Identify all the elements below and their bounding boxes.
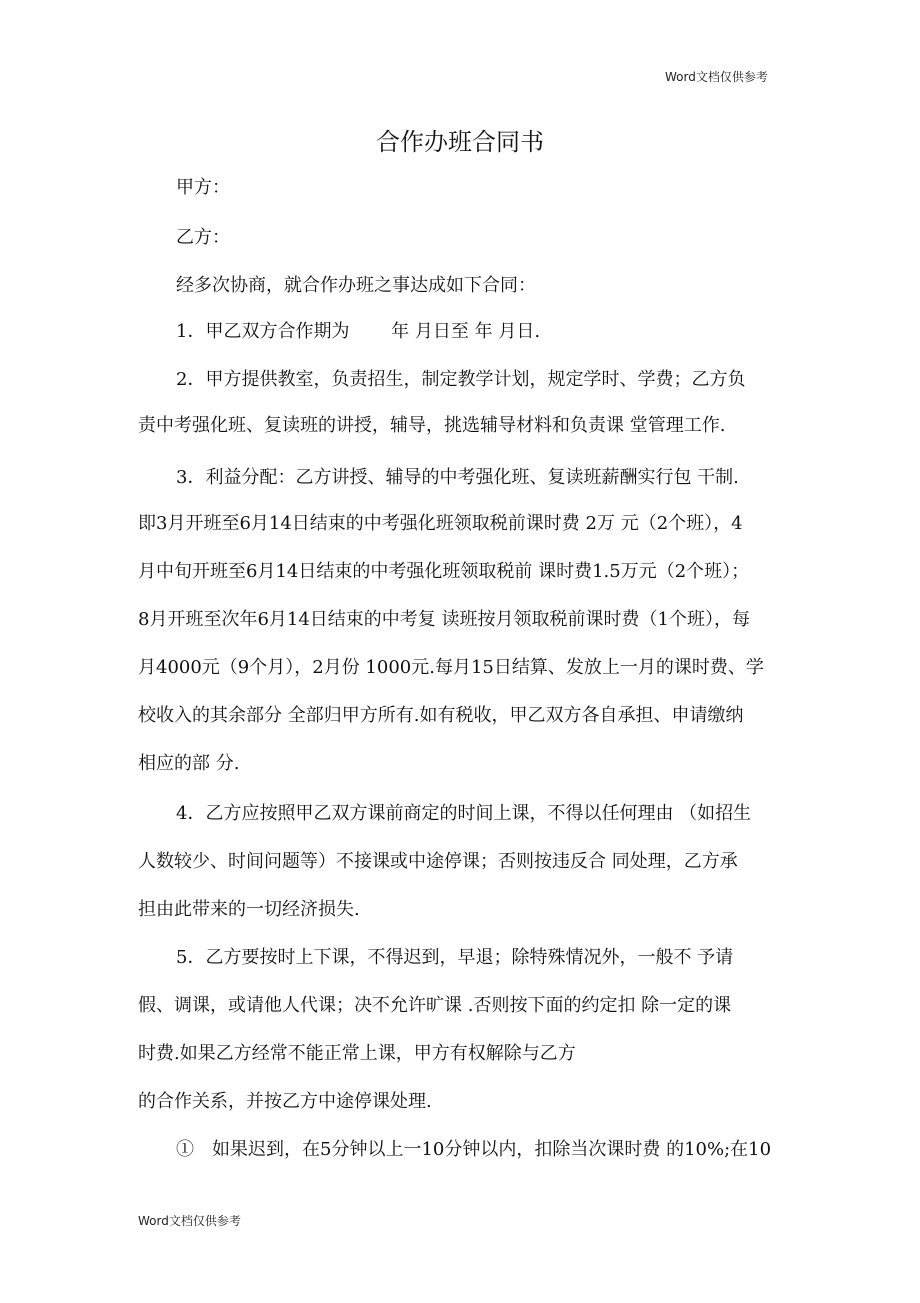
clause-3-line: 月中旬开班至6月14日结束的中考强化班领取税前 课时费1.5万元（2个班）；	[138, 561, 750, 582]
page-header-note: Word文档仅供参考	[665, 70, 768, 84]
clause-5-line: 5．乙方要按时上下课，不得迟到，早退；除特殊情况外，一般不 予请	[176, 947, 734, 968]
clause-1-line: 1．甲乙双方合作期为 年 月日至 年 月日.	[176, 321, 541, 342]
clause-4-line: 4．乙方应按照甲乙双方课前商定的时间上课，不得以任何理由 （如招生	[176, 803, 752, 824]
clause-5-line: 的合作关系，并按乙方中途停课处理.	[138, 1091, 432, 1112]
preamble-line: 经多次协商，就合作办班之事达成如下合同：	[176, 275, 536, 296]
clause-3-line: 8月开班至次年6月14日结束的中考复 读班按月领取税前课时费（1个班），每	[138, 609, 750, 630]
page-footer-note: Word文档仅供参考	[138, 1214, 241, 1228]
document-title: 合作办班合同书	[376, 128, 544, 156]
clause-5-line: 假、调课，或请他人代课；决不允许旷课 .否则按下面的约定扣 除一定的课	[138, 995, 732, 1016]
clause-4-line: 担由此带来的一切经济损失.	[138, 899, 360, 920]
clause-3-line: 相应的部 分.	[138, 753, 240, 774]
subclause-1-line: ① 如果迟到，在5分钟以上一10分钟以内，扣除当次课时费 的10%;在10	[176, 1139, 772, 1160]
clause-3-line: 即3月开班至6月14日结束的中考强化班领取税前课时费 2万 元（2个班），4	[138, 513, 743, 534]
clause-3-line: 月4000元（9个月），2月份 1000元.每月15日结算、发放上一月的课时费、学	[138, 657, 764, 678]
clause-2-line: 责中考强化班、复读班的讲授，辅导，挑选辅导材料和负责课 堂管理工作.	[138, 415, 726, 436]
clause-3-line: 3．利益分配：乙方讲授、辅导的中考强化班、复读班薪酬实行包 干制.	[176, 467, 739, 488]
clause-3-line: 校收入的其余部分 全部归甲方所有.如有税收，甲乙双方各自承担、申请缴纳	[138, 705, 744, 726]
clause-2-line: 2．甲方提供教室，负责招生，制定教学计划，规定学时、学费；乙方负	[176, 369, 746, 390]
clause-5-line: 时费.如果乙方经常不能正常上课，甲方有权解除与乙方	[138, 1043, 576, 1064]
clause-4-line: 人数较少、时间问题等）不接课或中途停课；否则按违反合 同处理，乙方承	[138, 851, 738, 872]
party-a-line: 甲方：	[176, 177, 230, 198]
party-b-line: 乙方：	[176, 227, 230, 248]
